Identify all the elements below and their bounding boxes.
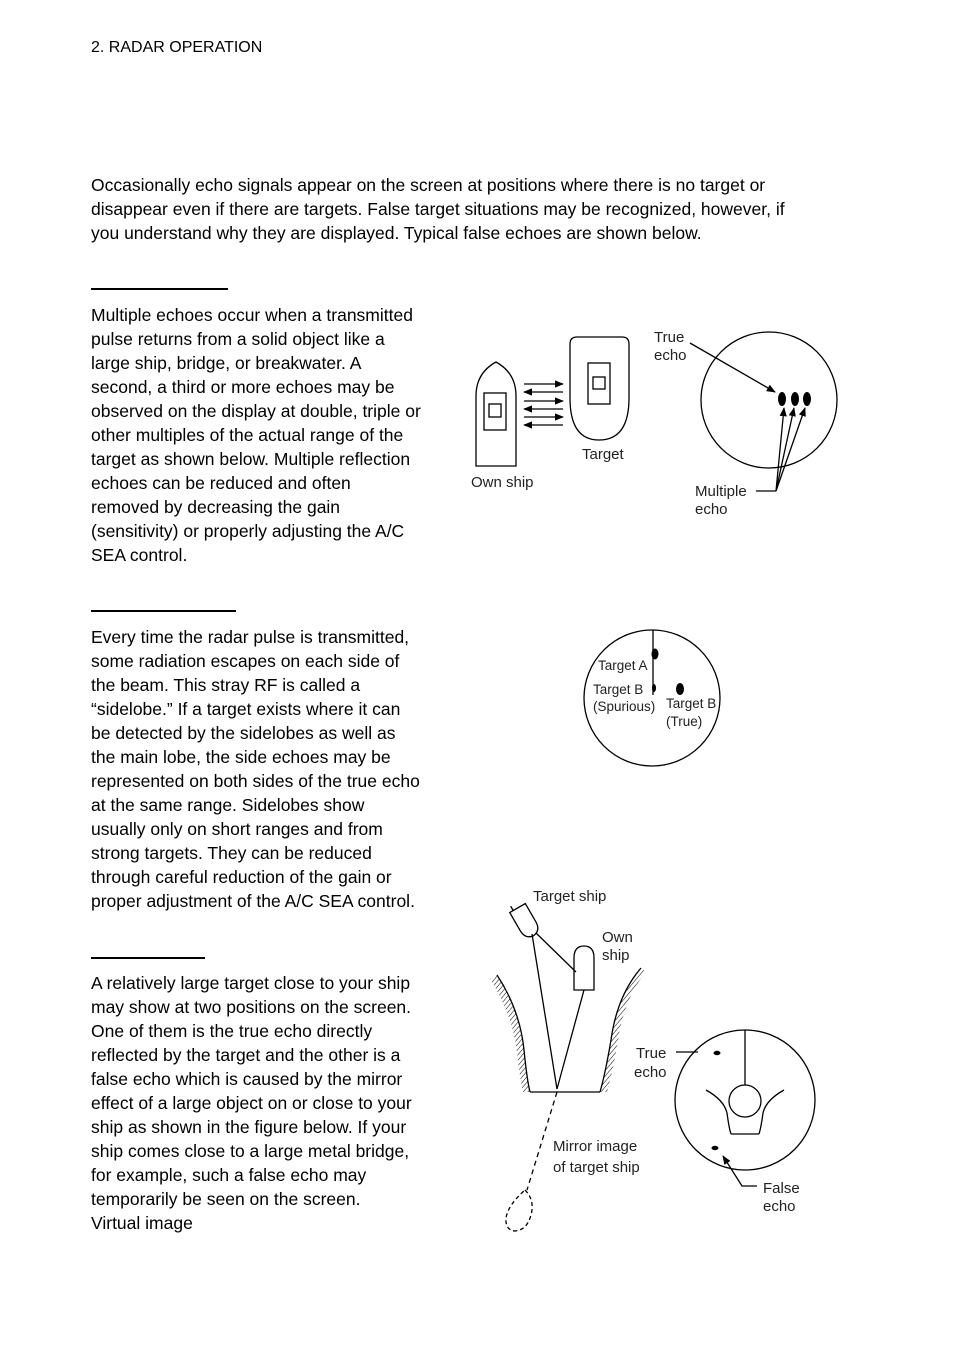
text-line: Multiple echoes occur when a transmitted bbox=[91, 305, 413, 325]
text-line: “sidelobe.” If a target exists where it can bbox=[91, 699, 401, 719]
text-line: Every time the radar pulse is transmitted, bbox=[91, 627, 410, 647]
text-line: removed by decreasing the gain bbox=[91, 497, 341, 517]
false-echo-label: echo bbox=[763, 1198, 796, 1215]
true-echo-label: echo bbox=[654, 347, 687, 364]
multiple-echo-blip bbox=[791, 392, 799, 406]
multiple-echo-blip bbox=[803, 392, 811, 406]
text-line: large ship, bridge, or breakwater. A bbox=[91, 353, 362, 373]
false-echo-blip bbox=[712, 1146, 719, 1150]
true-echo-blip bbox=[714, 1051, 721, 1055]
text-line: SEA control. bbox=[91, 545, 188, 565]
own-ship-icon bbox=[476, 362, 516, 466]
text-line: the beam. This stray RF is called a bbox=[91, 675, 361, 695]
target-ship-icon bbox=[570, 337, 629, 440]
text-line: proper adjustment of the A/C SEA control. bbox=[91, 891, 415, 911]
text-line: usually only on short ranges and from bbox=[91, 819, 383, 839]
target-b-true-label: (True) bbox=[666, 714, 703, 729]
pulse-arrows bbox=[524, 384, 563, 425]
multiple-echo-label: Multiple bbox=[695, 483, 747, 500]
text-line: represented on both sides of the true echo bbox=[91, 771, 420, 791]
own-ship-label: Own bbox=[602, 929, 633, 946]
own-ship-label: ship bbox=[602, 947, 630, 964]
text-line: second, a third or more echoes may be bbox=[91, 377, 395, 397]
mirror-image-ship bbox=[506, 1190, 532, 1231]
multiple-echo-label: echo bbox=[695, 501, 728, 518]
text-line: A relatively large target close to your ship bbox=[91, 973, 411, 993]
text-line: for example, such a false echo may bbox=[91, 1165, 367, 1185]
section-header: 2. RADAR OPERATION bbox=[91, 39, 263, 56]
text-line: Virtual image bbox=[91, 1213, 193, 1233]
false-echo-pointer bbox=[723, 1156, 757, 1186]
mirror-image-label: Mirror image bbox=[553, 1138, 638, 1155]
true-echo-label: echo bbox=[634, 1064, 667, 1081]
text-line: strong targets. They can be reduced bbox=[91, 843, 372, 863]
channel-echo-outline bbox=[706, 1090, 784, 1134]
text-line: the main lobe, the side echoes may be bbox=[91, 747, 391, 767]
text-line: reflected by the target and the other is a bbox=[91, 1045, 401, 1065]
intro-line: disappear even if there are targets. False target situations may be recognized, however, if bbox=[91, 199, 785, 219]
multiple-echo-figure bbox=[471, 329, 837, 518]
text-line: other multiples of the actual range of the bbox=[91, 425, 404, 445]
text-line: through careful reduction of the gain or bbox=[91, 867, 392, 887]
true-echo-label: True bbox=[636, 1045, 667, 1062]
text-line: may show at two positions on the screen. bbox=[91, 997, 412, 1017]
text-line: (sensitivity) or properly adjusting the A/C bbox=[91, 521, 405, 541]
text-line: pulse returns from a solid object like a bbox=[91, 329, 385, 349]
sidelobe-figure bbox=[584, 630, 720, 766]
target-a-label: Target A bbox=[598, 658, 648, 673]
true-echo-label: True bbox=[654, 329, 685, 346]
channel-walls bbox=[490, 968, 646, 1092]
text-line: temporarily be seen on the screen. bbox=[91, 1189, 361, 1209]
text-line: false echo which is caused by the mirror bbox=[91, 1069, 403, 1089]
intro-line: Occasionally echo signals appear on the screen at positions where there is no target or bbox=[91, 175, 766, 195]
target-b-spurious-label: (Spurious) bbox=[593, 699, 656, 714]
text-line: effect of a large object on or close to your bbox=[91, 1093, 412, 1113]
target-label: Target bbox=[582, 446, 624, 463]
own-ship-marker bbox=[729, 1085, 761, 1117]
mirror-image-label: of target ship bbox=[553, 1159, 640, 1176]
false-echo-label: False bbox=[763, 1180, 800, 1197]
text-line: observed on the display at double, triple or bbox=[91, 401, 421, 421]
virtual-image-figure bbox=[490, 888, 815, 1231]
text-line: target as shown below. Multiple reflection bbox=[91, 449, 411, 469]
text-line: One of them is the true echo directly bbox=[91, 1021, 373, 1041]
text-line: be detected by the sidelobes as well as bbox=[91, 723, 396, 743]
own-ship-icon bbox=[574, 946, 594, 990]
target-ship-label: Target ship bbox=[533, 888, 607, 905]
intro-line: you understand why they are displayed. Typical false echoes are shown below. bbox=[91, 223, 702, 243]
text-line: some radiation escapes on each side of bbox=[91, 651, 400, 671]
target-b-true-echo bbox=[676, 683, 684, 695]
own-ship-label: Own ship bbox=[471, 474, 534, 491]
target-b-spurious-echo bbox=[652, 684, 656, 692]
target-a-echo bbox=[652, 649, 659, 660]
target-b-true-label: Target B bbox=[666, 696, 717, 711]
text-line: echoes can be reduced and often bbox=[91, 473, 351, 493]
target-b-spurious-label: Target B bbox=[593, 682, 644, 697]
text-line: ship as shown in the figure below. If your bbox=[91, 1117, 407, 1137]
multiple-echo-pointers bbox=[756, 408, 805, 491]
true-echo-blip bbox=[778, 392, 786, 406]
text-line: ship comes close to a large metal bridge, bbox=[91, 1141, 410, 1161]
radar-screen-circle bbox=[701, 332, 837, 468]
text-line: at the same range. Sidelobes show bbox=[91, 795, 365, 815]
